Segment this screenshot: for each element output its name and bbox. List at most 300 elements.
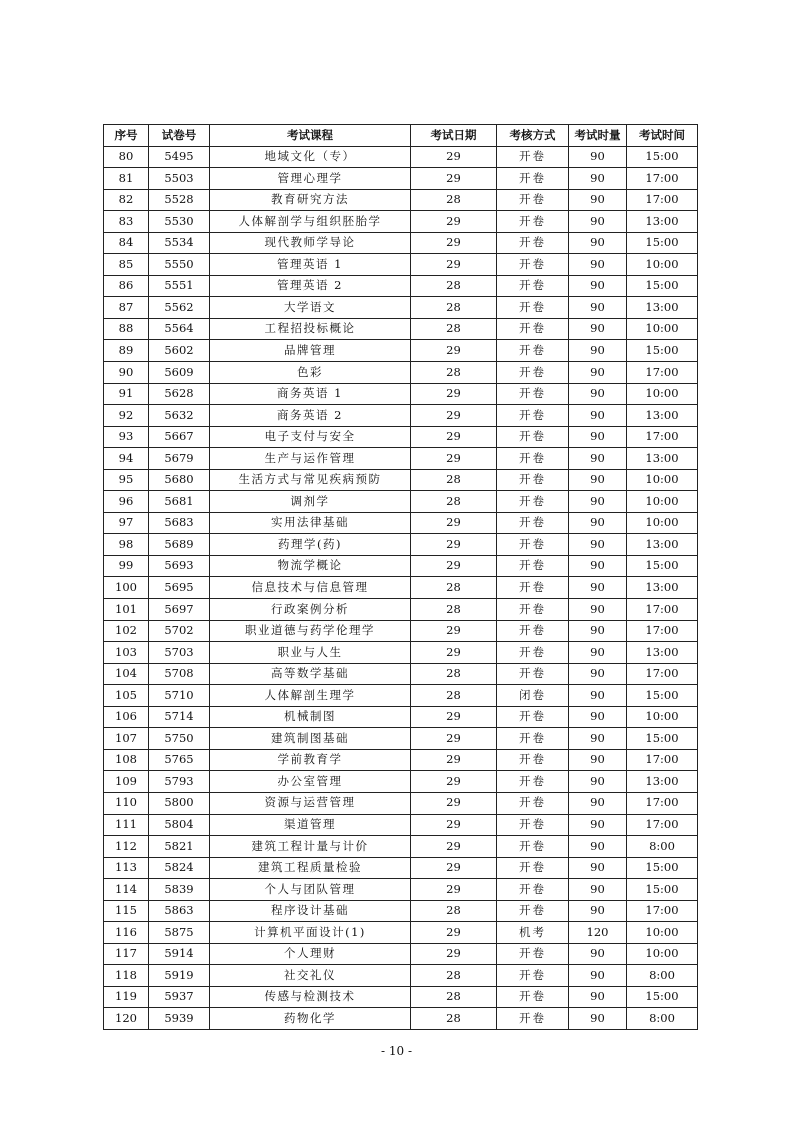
- cell-exam-date: 29: [411, 728, 497, 750]
- cell-course: 学前教育学: [210, 749, 411, 771]
- table-row: [104, 491, 698, 513]
- cell-serial: 105: [104, 685, 149, 707]
- cell-serial: 99: [104, 555, 149, 577]
- cell-paper-number: 5708: [149, 663, 210, 685]
- cell-exam-time: 13:00: [627, 534, 698, 556]
- cell-exam-time: 17:00: [627, 900, 698, 922]
- cell-assessment-method: 开卷: [497, 965, 569, 987]
- cell-course: 计算机平面设计(1): [210, 922, 411, 944]
- cell-paper-number: 5824: [149, 857, 210, 879]
- cell-duration: 90: [569, 146, 627, 168]
- cell-course: 程序设计基础: [210, 900, 411, 922]
- cell-exam-time: 17:00: [627, 792, 698, 814]
- cell-paper-number: 5875: [149, 922, 210, 944]
- cell-assessment-method: 开卷: [497, 211, 569, 233]
- cell-exam-date: 28: [411, 900, 497, 922]
- cell-paper-number: 5914: [149, 943, 210, 965]
- cell-course: 信息技术与信息管理: [210, 577, 411, 599]
- table-row: [104, 405, 698, 427]
- exam-schedule-table: [103, 124, 698, 1030]
- cell-exam-time: 15:00: [627, 857, 698, 879]
- cell-duration: 90: [569, 555, 627, 577]
- table-row: [104, 1008, 698, 1030]
- cell-exam-time: 8:00: [627, 1008, 698, 1030]
- cell-duration: 90: [569, 1008, 627, 1030]
- table-row: [104, 211, 698, 233]
- cell-paper-number: 5939: [149, 1008, 210, 1030]
- cell-serial: 82: [104, 189, 149, 211]
- cell-assessment-method: 开卷: [497, 534, 569, 556]
- cell-course: 建筑制图基础: [210, 728, 411, 750]
- cell-course: 办公室管理: [210, 771, 411, 793]
- page-number: - 10 -: [380, 1044, 412, 1058]
- cell-course: 管理英语 1: [210, 254, 411, 276]
- cell-paper-number: 5839: [149, 879, 210, 901]
- cell-duration: 90: [569, 771, 627, 793]
- cell-assessment-method: 开卷: [497, 383, 569, 405]
- header-exam-time: 考试时间: [627, 125, 698, 147]
- cell-exam-date: 29: [411, 383, 497, 405]
- table-row: [104, 555, 698, 577]
- table-row: [104, 943, 698, 965]
- cell-exam-date: 29: [411, 254, 497, 276]
- cell-course: 建筑工程计量与计价: [210, 836, 411, 858]
- cell-serial: 120: [104, 1008, 149, 1030]
- cell-exam-time: 10:00: [627, 469, 698, 491]
- cell-serial: 83: [104, 211, 149, 233]
- cell-course: 工程招投标概论: [210, 318, 411, 340]
- cell-duration: 90: [569, 534, 627, 556]
- table-row: [104, 146, 698, 168]
- cell-serial: 98: [104, 534, 149, 556]
- cell-exam-time: 17:00: [627, 189, 698, 211]
- cell-duration: 90: [569, 405, 627, 427]
- cell-exam-date: 29: [411, 922, 497, 944]
- cell-duration: 90: [569, 512, 627, 534]
- cell-exam-time: 10:00: [627, 922, 698, 944]
- cell-exam-time: 10:00: [627, 512, 698, 534]
- cell-serial: 102: [104, 620, 149, 642]
- cell-exam-date: 29: [411, 146, 497, 168]
- cell-paper-number: 5697: [149, 599, 210, 621]
- cell-duration: 90: [569, 749, 627, 771]
- cell-exam-date: 28: [411, 275, 497, 297]
- cell-course: 教育研究方法: [210, 189, 411, 211]
- cell-duration: 90: [569, 879, 627, 901]
- cell-duration: 90: [569, 383, 627, 405]
- cell-paper-number: 5551: [149, 275, 210, 297]
- cell-paper-number: 5503: [149, 168, 210, 190]
- cell-exam-date: 28: [411, 599, 497, 621]
- cell-assessment-method: 开卷: [497, 642, 569, 664]
- cell-assessment-method: 开卷: [497, 1008, 569, 1030]
- cell-exam-date: 28: [411, 1008, 497, 1030]
- cell-duration: 90: [569, 362, 627, 384]
- cell-assessment-method: 开卷: [497, 405, 569, 427]
- cell-duration: 90: [569, 318, 627, 340]
- cell-paper-number: 5937: [149, 986, 210, 1008]
- cell-exam-time: 10:00: [627, 318, 698, 340]
- table-row: [104, 469, 698, 491]
- cell-serial: 118: [104, 965, 149, 987]
- cell-assessment-method: 开卷: [497, 986, 569, 1008]
- cell-serial: 89: [104, 340, 149, 362]
- cell-assessment-method: 开卷: [497, 275, 569, 297]
- cell-duration: 90: [569, 448, 627, 470]
- cell-paper-number: 5683: [149, 512, 210, 534]
- cell-exam-date: 29: [411, 749, 497, 771]
- cell-assessment-method: 开卷: [497, 879, 569, 901]
- cell-exam-date: 29: [411, 448, 497, 470]
- cell-exam-date: 28: [411, 469, 497, 491]
- cell-assessment-method: 开卷: [497, 168, 569, 190]
- table-row: [104, 749, 698, 771]
- cell-serial: 87: [104, 297, 149, 319]
- cell-course: 传感与检测技术: [210, 986, 411, 1008]
- cell-course: 个人理财: [210, 943, 411, 965]
- cell-exam-date: 28: [411, 965, 497, 987]
- cell-duration: 90: [569, 340, 627, 362]
- cell-serial: 96: [104, 491, 149, 513]
- table-row: [104, 275, 698, 297]
- table-row: [104, 792, 698, 814]
- cell-duration: 90: [569, 728, 627, 750]
- cell-course: 药物化学: [210, 1008, 411, 1030]
- cell-exam-date: 28: [411, 577, 497, 599]
- cell-exam-date: 29: [411, 857, 497, 879]
- cell-serial: 111: [104, 814, 149, 836]
- table-body: [104, 146, 698, 1029]
- cell-exam-date: 29: [411, 642, 497, 664]
- table-row: [104, 814, 698, 836]
- table-row: [104, 426, 698, 448]
- cell-paper-number: 5495: [149, 146, 210, 168]
- cell-assessment-method: 开卷: [497, 706, 569, 728]
- cell-duration: 90: [569, 814, 627, 836]
- header-serial: 序号: [104, 125, 149, 147]
- table-row: [104, 771, 698, 793]
- cell-exam-date: 29: [411, 405, 497, 427]
- cell-paper-number: 5693: [149, 555, 210, 577]
- cell-paper-number: 5793: [149, 771, 210, 793]
- cell-exam-time: 15:00: [627, 555, 698, 577]
- cell-exam-time: 15:00: [627, 232, 698, 254]
- cell-exam-date: 29: [411, 512, 497, 534]
- cell-course: 生活方式与常见疾病预防: [210, 469, 411, 491]
- cell-course: 社交礼仪: [210, 965, 411, 987]
- cell-course: 管理英语 2: [210, 275, 411, 297]
- cell-exam-date: 29: [411, 168, 497, 190]
- cell-serial: 103: [104, 642, 149, 664]
- cell-exam-time: 15:00: [627, 879, 698, 901]
- cell-assessment-method: 开卷: [497, 469, 569, 491]
- table-header-row: [104, 125, 698, 147]
- cell-serial: 90: [104, 362, 149, 384]
- cell-exam-time: 13:00: [627, 577, 698, 599]
- cell-paper-number: 5667: [149, 426, 210, 448]
- cell-duration: 90: [569, 685, 627, 707]
- cell-exam-time: 17:00: [627, 620, 698, 642]
- cell-exam-date: 29: [411, 426, 497, 448]
- cell-assessment-method: 开卷: [497, 297, 569, 319]
- cell-paper-number: 5804: [149, 814, 210, 836]
- cell-exam-time: 17:00: [627, 663, 698, 685]
- cell-exam-date: 28: [411, 189, 497, 211]
- cell-exam-time: 17:00: [627, 168, 698, 190]
- cell-duration: 90: [569, 943, 627, 965]
- table-row: [104, 383, 698, 405]
- table-row: [104, 340, 698, 362]
- cell-paper-number: 5702: [149, 620, 210, 642]
- cell-exam-time: 10:00: [627, 491, 698, 513]
- cell-assessment-method: 开卷: [497, 448, 569, 470]
- cell-serial: 112: [104, 836, 149, 858]
- cell-assessment-method: 机考: [497, 922, 569, 944]
- cell-paper-number: 5632: [149, 405, 210, 427]
- cell-exam-time: 15:00: [627, 275, 698, 297]
- cell-duration: 90: [569, 189, 627, 211]
- cell-exam-time: 15:00: [627, 685, 698, 707]
- cell-duration: 90: [569, 275, 627, 297]
- cell-exam-date: 29: [411, 879, 497, 901]
- cell-duration: 90: [569, 426, 627, 448]
- cell-duration: 90: [569, 254, 627, 276]
- table-row: [104, 232, 698, 254]
- table-row: [104, 189, 698, 211]
- cell-course: 生产与运作管理: [210, 448, 411, 470]
- table-row: [104, 922, 698, 944]
- cell-assessment-method: 开卷: [497, 792, 569, 814]
- cell-serial: 97: [104, 512, 149, 534]
- cell-assessment-method: 开卷: [497, 577, 569, 599]
- cell-exam-date: 29: [411, 555, 497, 577]
- cell-serial: 91: [104, 383, 149, 405]
- cell-paper-number: 5602: [149, 340, 210, 362]
- cell-paper-number: 5695: [149, 577, 210, 599]
- cell-course: 资源与运营管理: [210, 792, 411, 814]
- cell-assessment-method: 开卷: [497, 900, 569, 922]
- cell-assessment-method: 闭卷: [497, 685, 569, 707]
- table-row: [104, 965, 698, 987]
- cell-exam-date: 28: [411, 362, 497, 384]
- cell-exam-time: 15:00: [627, 340, 698, 362]
- cell-serial: 107: [104, 728, 149, 750]
- cell-serial: 117: [104, 943, 149, 965]
- cell-paper-number: 5679: [149, 448, 210, 470]
- cell-exam-time: 17:00: [627, 749, 698, 771]
- cell-serial: 108: [104, 749, 149, 771]
- table-row: [104, 362, 698, 384]
- header-exam-date: 考试日期: [411, 125, 497, 147]
- cell-exam-date: 29: [411, 232, 497, 254]
- cell-serial: 110: [104, 792, 149, 814]
- cell-course: 个人与团队管理: [210, 879, 411, 901]
- header-paper-number: 试卷号: [149, 125, 210, 147]
- cell-paper-number: 5528: [149, 189, 210, 211]
- cell-assessment-method: 开卷: [497, 728, 569, 750]
- cell-paper-number: 5680: [149, 469, 210, 491]
- cell-serial: 100: [104, 577, 149, 599]
- cell-paper-number: 5750: [149, 728, 210, 750]
- cell-exam-date: 28: [411, 663, 497, 685]
- cell-paper-number: 5714: [149, 706, 210, 728]
- cell-serial: 88: [104, 318, 149, 340]
- cell-assessment-method: 开卷: [497, 555, 569, 577]
- table-row: [104, 986, 698, 1008]
- cell-paper-number: 5609: [149, 362, 210, 384]
- cell-serial: 94: [104, 448, 149, 470]
- cell-duration: 90: [569, 857, 627, 879]
- cell-exam-time: 8:00: [627, 965, 698, 987]
- cell-duration: 90: [569, 663, 627, 685]
- cell-duration: 90: [569, 491, 627, 513]
- cell-serial: 101: [104, 599, 149, 621]
- cell-duration: 90: [569, 792, 627, 814]
- cell-course: 商务英语 2: [210, 405, 411, 427]
- cell-paper-number: 5710: [149, 685, 210, 707]
- cell-assessment-method: 开卷: [497, 749, 569, 771]
- table-row: [104, 728, 698, 750]
- table-row: [104, 857, 698, 879]
- cell-serial: 115: [104, 900, 149, 922]
- cell-course: 商务英语 1: [210, 383, 411, 405]
- cell-exam-time: 17:00: [627, 426, 698, 448]
- header-duration: 考试时量: [569, 125, 627, 147]
- table-row: [104, 534, 698, 556]
- cell-exam-time: 17:00: [627, 362, 698, 384]
- cell-exam-time: 8:00: [627, 836, 698, 858]
- cell-exam-time: 15:00: [627, 728, 698, 750]
- table-row: [104, 512, 698, 534]
- cell-assessment-method: 开卷: [497, 814, 569, 836]
- table-row: [104, 900, 698, 922]
- cell-course: 实用法律基础: [210, 512, 411, 534]
- cell-assessment-method: 开卷: [497, 146, 569, 168]
- cell-paper-number: 5689: [149, 534, 210, 556]
- cell-assessment-method: 开卷: [497, 340, 569, 362]
- cell-exam-time: 13:00: [627, 297, 698, 319]
- cell-exam-date: 29: [411, 211, 497, 233]
- cell-course: 高等数学基础: [210, 663, 411, 685]
- cell-serial: 85: [104, 254, 149, 276]
- cell-paper-number: 5562: [149, 297, 210, 319]
- cell-course: 药理学(药): [210, 534, 411, 556]
- cell-assessment-method: 开卷: [497, 362, 569, 384]
- cell-serial: 86: [104, 275, 149, 297]
- cell-duration: 90: [569, 900, 627, 922]
- table-row: [104, 836, 698, 858]
- cell-assessment-method: 开卷: [497, 857, 569, 879]
- cell-serial: 116: [104, 922, 149, 944]
- cell-duration: 90: [569, 706, 627, 728]
- cell-course: 职业道德与药学伦理学: [210, 620, 411, 642]
- table-row: [104, 254, 698, 276]
- cell-assessment-method: 开卷: [497, 771, 569, 793]
- cell-assessment-method: 开卷: [497, 318, 569, 340]
- cell-exam-time: 13:00: [627, 642, 698, 664]
- cell-exam-time: 15:00: [627, 986, 698, 1008]
- cell-duration: 90: [569, 642, 627, 664]
- cell-paper-number: 5765: [149, 749, 210, 771]
- cell-exam-time: 10:00: [627, 706, 698, 728]
- cell-course: 大学语文: [210, 297, 411, 319]
- cell-duration: 90: [569, 965, 627, 987]
- cell-exam-time: 10:00: [627, 383, 698, 405]
- cell-paper-number: 5530: [149, 211, 210, 233]
- cell-paper-number: 5550: [149, 254, 210, 276]
- cell-assessment-method: 开卷: [497, 189, 569, 211]
- cell-course: 行政案例分析: [210, 599, 411, 621]
- table-row: [104, 297, 698, 319]
- cell-exam-time: 17:00: [627, 814, 698, 836]
- cell-assessment-method: 开卷: [497, 512, 569, 534]
- cell-exam-date: 29: [411, 836, 497, 858]
- cell-exam-time: 13:00: [627, 405, 698, 427]
- cell-duration: 120: [569, 922, 627, 944]
- cell-assessment-method: 开卷: [497, 943, 569, 965]
- table-row: [104, 599, 698, 621]
- cell-exam-date: 28: [411, 685, 497, 707]
- cell-serial: 95: [104, 469, 149, 491]
- cell-exam-date: 29: [411, 534, 497, 556]
- cell-exam-time: 13:00: [627, 211, 698, 233]
- cell-course: 现代教师学导论: [210, 232, 411, 254]
- cell-course: 人体解剖学与组织胚胎学: [210, 211, 411, 233]
- cell-duration: 90: [569, 297, 627, 319]
- cell-paper-number: 5919: [149, 965, 210, 987]
- cell-exam-date: 29: [411, 620, 497, 642]
- table-row: [104, 448, 698, 470]
- cell-serial: 119: [104, 986, 149, 1008]
- cell-serial: 93: [104, 426, 149, 448]
- cell-course: 品牌管理: [210, 340, 411, 362]
- cell-serial: 81: [104, 168, 149, 190]
- cell-exam-time: 15:00: [627, 146, 698, 168]
- cell-exam-date: 29: [411, 771, 497, 793]
- table-row: [104, 663, 698, 685]
- cell-course: 机械制图: [210, 706, 411, 728]
- cell-serial: 84: [104, 232, 149, 254]
- cell-exam-time: 13:00: [627, 771, 698, 793]
- cell-paper-number: 5800: [149, 792, 210, 814]
- cell-duration: 90: [569, 836, 627, 858]
- table-row: [104, 706, 698, 728]
- cell-paper-number: 5564: [149, 318, 210, 340]
- cell-exam-time: 13:00: [627, 448, 698, 470]
- cell-exam-date: 29: [411, 943, 497, 965]
- cell-duration: 90: [569, 232, 627, 254]
- cell-exam-date: 28: [411, 297, 497, 319]
- cell-exam-time: 10:00: [627, 943, 698, 965]
- cell-paper-number: 5534: [149, 232, 210, 254]
- cell-serial: 92: [104, 405, 149, 427]
- cell-course: 人体解剖生理学: [210, 685, 411, 707]
- table-row: [104, 318, 698, 340]
- cell-paper-number: 5628: [149, 383, 210, 405]
- cell-duration: 90: [569, 211, 627, 233]
- cell-exam-date: 29: [411, 706, 497, 728]
- cell-course: 物流学概论: [210, 555, 411, 577]
- cell-serial: 106: [104, 706, 149, 728]
- cell-assessment-method: 开卷: [497, 254, 569, 276]
- cell-exam-date: 28: [411, 318, 497, 340]
- cell-exam-date: 28: [411, 491, 497, 513]
- cell-duration: 90: [569, 577, 627, 599]
- cell-serial: 114: [104, 879, 149, 901]
- cell-exam-date: 29: [411, 814, 497, 836]
- header-course: 考试课程: [210, 125, 411, 147]
- cell-assessment-method: 开卷: [497, 426, 569, 448]
